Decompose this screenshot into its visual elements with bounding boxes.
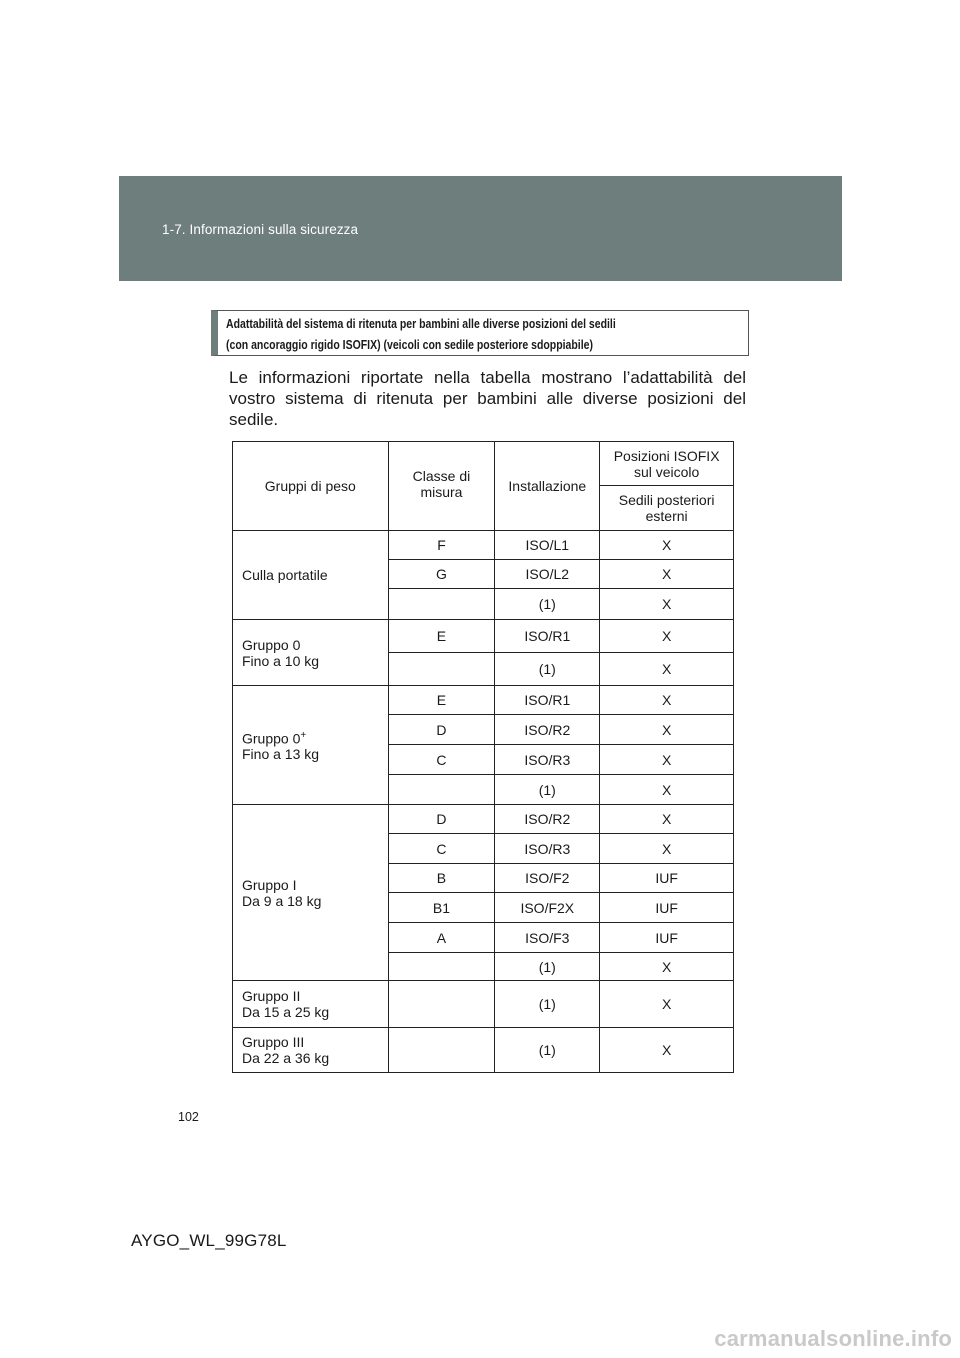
- weight-group-cell: [233, 805, 389, 981]
- installation-cell: (1): [495, 981, 600, 1028]
- suitability-cell: X: [600, 653, 734, 686]
- table-row: [233, 686, 734, 715]
- weight-group-range: Fino a 13 kg: [242, 746, 320, 763]
- suitability-cell: X: [600, 834, 734, 864]
- size-class-cell: [388, 653, 495, 686]
- installation-cell: (1): [495, 775, 600, 805]
- size-class-cell: C: [388, 834, 495, 864]
- installation-cell: ISO/F2X: [495, 893, 600, 923]
- suitability-cell: X: [600, 981, 734, 1028]
- header-weight-group: Gruppi di peso: [233, 442, 389, 531]
- suitability-cell: X: [600, 953, 734, 981]
- installation-cell: ISO/R3: [495, 745, 600, 775]
- suitability-cell: X: [600, 686, 734, 715]
- table-body: [233, 531, 734, 1073]
- installation-cell: (1): [495, 589, 600, 620]
- header-band: [119, 176, 842, 281]
- weight-group-range: Da 9 a 18 kg: [242, 892, 322, 909]
- heading-line-2: (con ancoraggio rigido ISOFIX) (veicoli con sedile posteriore sdoppiabile): [226, 338, 593, 352]
- weight-group-cell: [233, 620, 389, 686]
- installation-cell: (1): [495, 653, 600, 686]
- table-row: [233, 531, 734, 560]
- installation-cell: ISO/R1: [495, 686, 600, 715]
- table-row: [233, 620, 734, 653]
- size-class-cell: D: [388, 715, 495, 745]
- installation-cell: (1): [495, 1028, 600, 1073]
- installation-cell: ISO/F2: [495, 864, 600, 893]
- suitability-cell: X: [600, 531, 734, 560]
- compatibility-table: [232, 441, 734, 1073]
- header-installation: Installazione: [495, 442, 600, 531]
- weight-group-range: Da 15 a 25 kg: [242, 1004, 330, 1020]
- suitability-cell: X: [600, 775, 734, 805]
- size-class-cell: F: [388, 531, 495, 560]
- installation-cell: ISO/R2: [495, 805, 600, 834]
- size-class-cell: [388, 589, 495, 620]
- size-class-cell: B1: [388, 893, 495, 923]
- suitability-cell: IUF: [600, 893, 734, 923]
- installation-cell: ISO/F3: [495, 923, 600, 953]
- installation-cell: ISO/L2: [495, 560, 600, 589]
- weight-group-name: Gruppo 0: [242, 636, 301, 653]
- table-row: [233, 1028, 734, 1073]
- suitability-cell: X: [600, 1028, 734, 1073]
- header-rear-outer-seats: Sedili posteriori esterni: [600, 486, 734, 531]
- size-class-cell: [388, 775, 495, 805]
- weight-group-cell: [233, 1028, 389, 1073]
- weight-group-range: Da 22 a 36 kg: [242, 1050, 330, 1066]
- size-class-cell: E: [388, 620, 495, 653]
- weight-group-cell: [233, 531, 389, 620]
- page-number: 102: [178, 1110, 199, 1124]
- weight-group-cell: [233, 686, 389, 805]
- watermark: carmanualsonline.info: [714, 1326, 952, 1351]
- size-class-cell: E: [388, 686, 495, 715]
- weight-group-name: Gruppo 0: [242, 730, 301, 747]
- heading-line-1: Adattabilità del sistema di ritenuta per bambini alle diverse posizioni del sedili: [226, 317, 616, 331]
- document-code: AYGO_WL_99G78L: [131, 1231, 287, 1250]
- installation-cell: ISO/L1: [495, 531, 600, 560]
- weight-group-cell: [233, 981, 389, 1028]
- suitability-cell: X: [600, 560, 734, 589]
- suitability-cell: X: [600, 745, 734, 775]
- size-class-cell: [388, 1028, 495, 1073]
- size-class-cell: B: [388, 864, 495, 893]
- suitability-cell: IUF: [600, 923, 734, 953]
- suitability-cell: X: [600, 805, 734, 834]
- table-row: [233, 805, 734, 834]
- weight-group-name: Gruppo II: [242, 988, 301, 1004]
- intro-paragraph: Le informazioni riportate nella tabella mostrano l’adattabilità del vostro sistema di ritenuta per bambini alle diverse posizioni del sedile.: [229, 368, 746, 429]
- size-class-cell: D: [388, 805, 495, 834]
- installation-cell: ISO/R2: [495, 715, 600, 745]
- weight-group-name: Gruppo III: [242, 1034, 305, 1050]
- suitability-cell: X: [600, 715, 734, 745]
- weight-group-name: Culla portatile: [242, 567, 328, 583]
- suitability-cell: X: [600, 589, 734, 620]
- section-title: 1-7. Informazioni sulla sicurezza: [162, 222, 359, 237]
- section-heading-box: [211, 310, 749, 356]
- size-class-cell: C: [388, 745, 495, 775]
- header-size-class: Classe di misura: [388, 442, 495, 531]
- size-class-cell: A: [388, 923, 495, 953]
- table-row: [233, 981, 734, 1028]
- size-class-cell: [388, 981, 495, 1028]
- plus-superscript: +: [300, 729, 307, 741]
- suitability-cell: IUF: [600, 864, 734, 893]
- installation-cell: ISO/R1: [495, 620, 600, 653]
- installation-cell: (1): [495, 953, 600, 981]
- header-isofix-positions: Posizioni ISOFIX sul veicolo: [600, 442, 734, 486]
- installation-cell: ISO/R3: [495, 834, 600, 864]
- weight-group-range: Fino a 10 kg: [242, 652, 320, 669]
- size-class-cell: [388, 953, 495, 981]
- weight-group-name: Gruppo I: [242, 876, 297, 893]
- suitability-cell: X: [600, 620, 734, 653]
- size-class-cell: G: [388, 560, 495, 589]
